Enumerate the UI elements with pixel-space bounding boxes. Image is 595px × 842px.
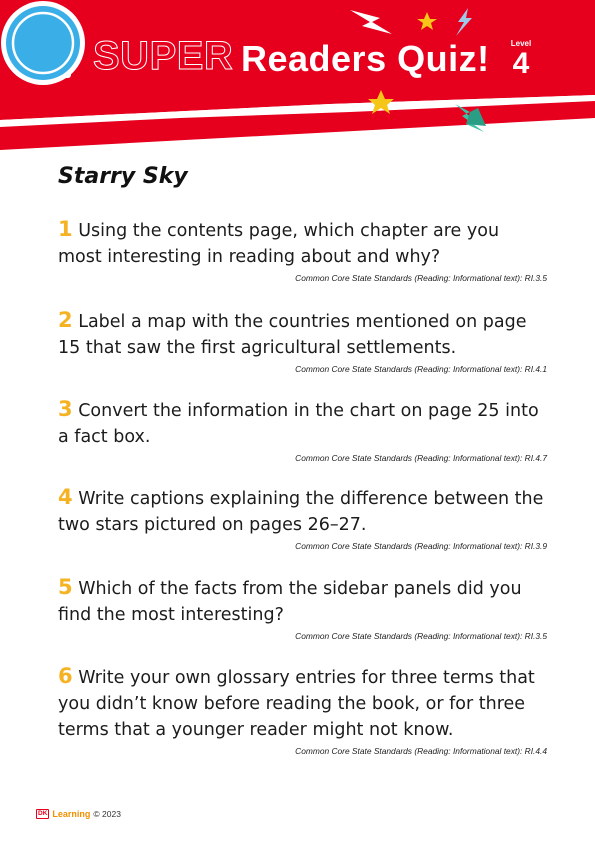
question-body: Using the contents page, which chapter are you most interesting in reading about and why? <box>58 221 500 267</box>
question-text <box>58 307 548 361</box>
footer-copyright: © 2023 <box>93 809 121 819</box>
title-readers-quiz: Readers Quiz! <box>241 38 490 79</box>
question-item <box>58 484 548 551</box>
standard-reference: Common Core State Standards (Reading: Informational text): RI.3.5 <box>295 631 547 641</box>
level-label: Level <box>510 39 532 48</box>
page-title: Starry Sky <box>58 164 188 189</box>
question-body: Convert the information in the chart on page 25 into a fact box. <box>58 401 539 447</box>
standard-reference: Common Core State Standards (Reading: Informational text): RI.4.4 <box>295 746 547 756</box>
question-number: 5 <box>58 575 73 599</box>
question-text <box>58 396 548 450</box>
question-number: 1 <box>58 217 73 241</box>
question-text <box>58 216 548 270</box>
question-item <box>58 307 548 374</box>
question-body: Write your own glossary entries for three terms that you didn’t know before reading the book, or for three terms that a younger reader might not know. <box>58 668 535 740</box>
question-number: 6 <box>58 664 73 688</box>
question-number: 2 <box>58 308 73 332</box>
question-number: 3 <box>58 397 73 421</box>
question-text <box>58 574 548 628</box>
question-text <box>58 663 548 743</box>
question-item <box>58 663 548 756</box>
standard-reference: Common Core State Standards (Reading: Informational text): RI.3.9 <box>295 541 547 551</box>
question-item <box>58 216 548 283</box>
question-item <box>58 396 548 463</box>
question-text <box>58 484 548 538</box>
standard-reference: Common Core State Standards (Reading: Informational text): RI.3.5 <box>295 273 547 283</box>
header-banner <box>0 0 595 150</box>
level-number: 4 <box>512 47 530 80</box>
question-body: Write captions explaining the difference between the two stars pictured on pages 26–27. <box>58 489 544 535</box>
question-number: 4 <box>58 485 73 509</box>
title-super: SUPER <box>93 34 234 78</box>
footer-brand: Learning <box>52 809 91 819</box>
standard-reference: Common Core State Standards (Reading: Informational text): RI.4.7 <box>295 453 547 463</box>
question-body: Which of the facts from the sidebar panels did you find the most interesting? <box>58 579 522 625</box>
standard-reference: Common Core State Standards (Reading: Informational text): RI.4.1 <box>295 364 547 374</box>
question-item <box>58 574 548 641</box>
question-body: Label a map with the countries mentioned on page 15 that saw the first agricultural settlements. <box>58 312 527 358</box>
footer-dk-logo: DK <box>38 810 48 817</box>
level-badge <box>0 0 86 86</box>
footer <box>36 809 121 819</box>
